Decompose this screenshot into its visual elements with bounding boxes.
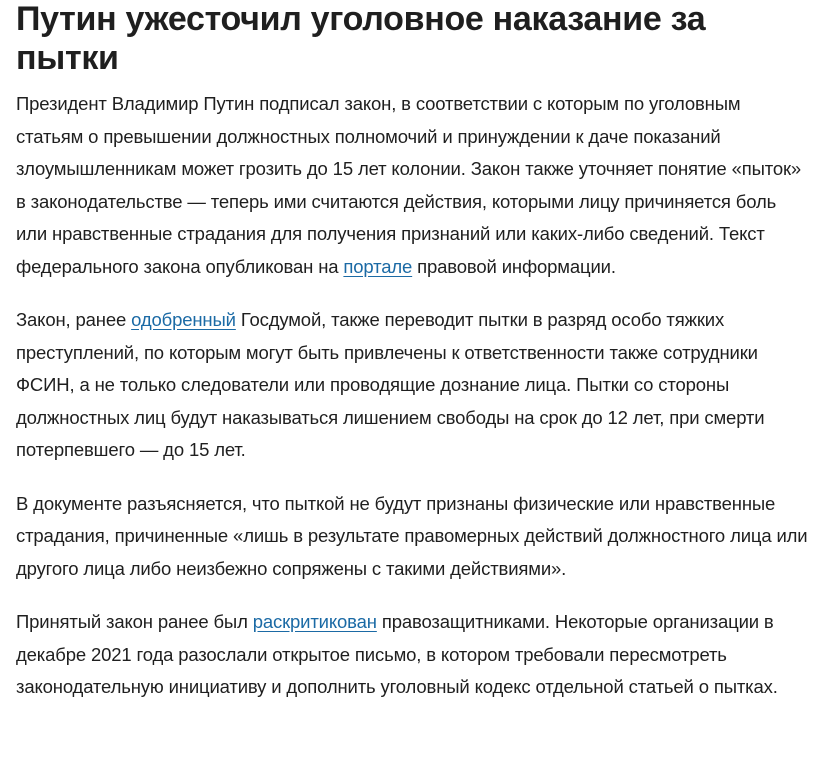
article-paragraph-3: В документе разъясняется, что пыткой не будут признаны физические или нравственные страдания, причиненные «лишь в результате правомерных действий должностного лица или другого лица либо неизбежно сопряжены с такими действиями».	[16, 492, 808, 579]
news-article	[16, 0, 811, 704]
paragraph-4-text-start: Принятый закон ранее был	[16, 611, 253, 632]
portal-link[interactable]: портале	[343, 255, 413, 277]
approved-link[interactable]: одобренный	[131, 309, 236, 330]
paragraph-2-text-end: Госдумой, также переводит пытки в разряд особо тяжких преступлений, по которым могут быть привлечены к ответственности также сотрудники ФСИН, а не только следователи или проводящие дознание лица. Пытки со стороны должностных лиц будут наказываться лишением свободы на срок до 12 лет, при смерти потерпевшего — до 15 лет.	[16, 309, 765, 460]
paragraph-2-text-start: Закон, ранее	[16, 309, 132, 330]
article-paragraph-4	[16, 606, 811, 704]
article-headline: Путин ужесточил уголовное наказание за пытки	[16, 0, 706, 77]
paragraph-4-text-end: правозащитниками. Некоторые организации в декабре 2021 года разослали открытое письмо, в котором требовали пересмотреть законодательную инициативу и дополнить уголовный кодекс отдельной статьей о пытках.	[16, 611, 778, 697]
paragraph-1-text-end: правовой информации.	[412, 255, 616, 277]
paragraph-1-text-start: Президент Владимир Путин подписал закон, в соответствии с которым по уголовным статьям о превышении должностных полномочий и принуждении к даче показаний злоумышленникам может грозить до 15 лет колонии. Закон также уточняет понятие «пыток» в законодательстве — теперь ими считаются действия, которыми лицу причиняется боль или нравственные страдания для получения признаний или каких-либо сведений. Текст федерального закона опубликован на	[16, 93, 802, 277]
article-paragraph-1	[16, 88, 811, 283]
article-paragraph-2	[16, 304, 811, 467]
criticized-link[interactable]: раскритикован	[252, 611, 377, 632]
